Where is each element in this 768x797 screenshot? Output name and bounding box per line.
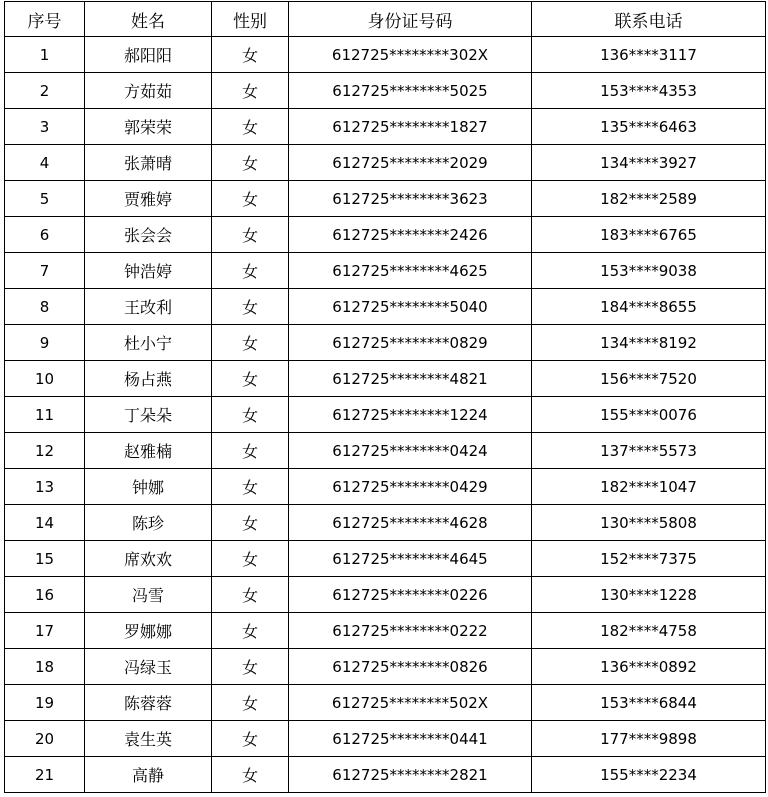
cell-name: 高静 — [85, 757, 212, 793]
header-row — [5, 2, 766, 37]
cell-id-number: 612725********5040 — [289, 289, 532, 325]
cell-phone: 156****7520 — [532, 361, 766, 397]
cell-serial: 17 — [5, 613, 85, 649]
cell-serial: 18 — [5, 649, 85, 685]
cell-phone: 134****3927 — [532, 145, 766, 181]
table-row — [5, 541, 766, 577]
table-row — [5, 73, 766, 109]
cell-phone: 153****4353 — [532, 73, 766, 109]
cell-phone: 153****9038 — [532, 253, 766, 289]
cell-gender: 女 — [212, 649, 289, 685]
cell-serial: 13 — [5, 469, 85, 505]
cell-gender: 女 — [212, 469, 289, 505]
table-row — [5, 217, 766, 253]
cell-name: 陈珍 — [85, 505, 212, 541]
cell-name: 王改利 — [85, 289, 212, 325]
cell-name: 张会会 — [85, 217, 212, 253]
cell-serial: 16 — [5, 577, 85, 613]
cell-gender: 女 — [212, 613, 289, 649]
table-row — [5, 577, 766, 613]
cell-serial: 15 — [5, 541, 85, 577]
table-row — [5, 469, 766, 505]
cell-phone: 130****1228 — [532, 577, 766, 613]
table-row — [5, 505, 766, 541]
table-row — [5, 721, 766, 757]
cell-serial: 7 — [5, 253, 85, 289]
cell-name: 方茹茹 — [85, 73, 212, 109]
cell-phone: 137****5573 — [532, 433, 766, 469]
header-id-number: 身份证号码 — [289, 2, 532, 37]
cell-name: 杨占燕 — [85, 361, 212, 397]
cell-serial: 2 — [5, 73, 85, 109]
cell-phone: 182****4758 — [532, 613, 766, 649]
cell-serial: 21 — [5, 757, 85, 793]
cell-phone: 183****6765 — [532, 217, 766, 253]
cell-name: 郭荣荣 — [85, 109, 212, 145]
cell-phone: 184****8655 — [532, 289, 766, 325]
cell-gender: 女 — [212, 145, 289, 181]
cell-serial: 3 — [5, 109, 85, 145]
cell-gender: 女 — [212, 685, 289, 721]
table-row — [5, 289, 766, 325]
table-row — [5, 613, 766, 649]
cell-phone: 182****2589 — [532, 181, 766, 217]
cell-phone: 134****8192 — [532, 325, 766, 361]
cell-gender: 女 — [212, 397, 289, 433]
table-row — [5, 37, 766, 73]
cell-id-number: 612725********4625 — [289, 253, 532, 289]
cell-id-number: 612725********0226 — [289, 577, 532, 613]
cell-id-number: 612725********2029 — [289, 145, 532, 181]
cell-name: 张萧晴 — [85, 145, 212, 181]
cell-id-number: 612725********4821 — [289, 361, 532, 397]
cell-name: 赵雅楠 — [85, 433, 212, 469]
cell-gender: 女 — [212, 253, 289, 289]
cell-gender: 女 — [212, 73, 289, 109]
header-name: 姓名 — [85, 2, 212, 37]
cell-gender: 女 — [212, 757, 289, 793]
table-row — [5, 325, 766, 361]
cell-phone: 182****1047 — [532, 469, 766, 505]
table-row — [5, 145, 766, 181]
cell-serial: 11 — [5, 397, 85, 433]
table-row — [5, 649, 766, 685]
cell-serial: 14 — [5, 505, 85, 541]
cell-name: 冯雪 — [85, 577, 212, 613]
header-phone: 联系电话 — [532, 2, 766, 37]
cell-name: 钟娜 — [85, 469, 212, 505]
cell-gender: 女 — [212, 325, 289, 361]
cell-name: 郝阳阳 — [85, 37, 212, 73]
cell-name: 丁朵朵 — [85, 397, 212, 433]
cell-name: 陈蓉蓉 — [85, 685, 212, 721]
cell-id-number: 612725********1224 — [289, 397, 532, 433]
cell-serial: 9 — [5, 325, 85, 361]
cell-gender: 女 — [212, 109, 289, 145]
cell-id-number: 612725********302X — [289, 37, 532, 73]
cell-id-number: 612725********5025 — [289, 73, 532, 109]
cell-name: 钟浩婷 — [85, 253, 212, 289]
cell-name: 贾雅婷 — [85, 181, 212, 217]
cell-phone: 135****6463 — [532, 109, 766, 145]
cell-phone: 130****5808 — [532, 505, 766, 541]
cell-gender: 女 — [212, 181, 289, 217]
cell-gender: 女 — [212, 217, 289, 253]
cell-id-number: 612725********0829 — [289, 325, 532, 361]
cell-serial: 20 — [5, 721, 85, 757]
cell-id-number: 612725********0441 — [289, 721, 532, 757]
cell-name: 袁生英 — [85, 721, 212, 757]
table-row — [5, 757, 766, 793]
cell-gender: 女 — [212, 721, 289, 757]
cell-id-number: 612725********2426 — [289, 217, 532, 253]
cell-name: 罗娜娜 — [85, 613, 212, 649]
cell-id-number: 612725********0429 — [289, 469, 532, 505]
cell-id-number: 612725********0424 — [289, 433, 532, 469]
cell-id-number: 612725********4645 — [289, 541, 532, 577]
roster-table — [4, 1, 766, 793]
cell-id-number: 612725********0222 — [289, 613, 532, 649]
cell-gender: 女 — [212, 505, 289, 541]
cell-gender: 女 — [212, 37, 289, 73]
cell-gender: 女 — [212, 577, 289, 613]
cell-gender: 女 — [212, 433, 289, 469]
table-row — [5, 433, 766, 469]
cell-phone: 136****0892 — [532, 649, 766, 685]
cell-phone: 153****6844 — [532, 685, 766, 721]
table-row — [5, 361, 766, 397]
cell-serial: 1 — [5, 37, 85, 73]
cell-id-number: 612725********2821 — [289, 757, 532, 793]
cell-serial: 10 — [5, 361, 85, 397]
cell-id-number: 612725********502X — [289, 685, 532, 721]
cell-name: 冯绿玉 — [85, 649, 212, 685]
cell-id-number: 612725********3623 — [289, 181, 532, 217]
cell-phone: 155****0076 — [532, 397, 766, 433]
cell-id-number: 612725********4628 — [289, 505, 532, 541]
cell-name: 席欢欢 — [85, 541, 212, 577]
table-row — [5, 253, 766, 289]
cell-phone: 152****7375 — [532, 541, 766, 577]
cell-phone: 177****9898 — [532, 721, 766, 757]
cell-serial: 8 — [5, 289, 85, 325]
cell-phone: 155****2234 — [532, 757, 766, 793]
table-row — [5, 685, 766, 721]
header-serial: 序号 — [5, 2, 85, 37]
cell-serial: 5 — [5, 181, 85, 217]
cell-phone: 136****3117 — [532, 37, 766, 73]
cell-name: 杜小宁 — [85, 325, 212, 361]
cell-id-number: 612725********1827 — [289, 109, 532, 145]
cell-id-number: 612725********0826 — [289, 649, 532, 685]
cell-gender: 女 — [212, 541, 289, 577]
cell-serial: 6 — [5, 217, 85, 253]
table-row — [5, 397, 766, 433]
cell-serial: 12 — [5, 433, 85, 469]
cell-gender: 女 — [212, 289, 289, 325]
cell-gender: 女 — [212, 361, 289, 397]
cell-serial: 4 — [5, 145, 85, 181]
cell-serial: 19 — [5, 685, 85, 721]
header-gender: 性别 — [212, 2, 289, 37]
table-row — [5, 181, 766, 217]
table-row — [5, 109, 766, 145]
